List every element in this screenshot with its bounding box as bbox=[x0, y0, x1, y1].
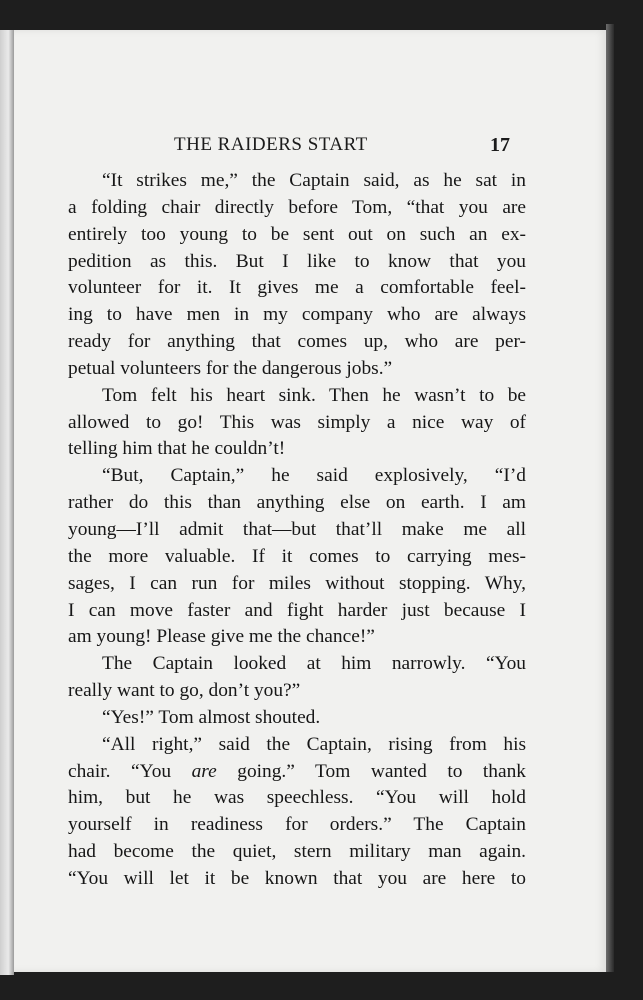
text-line: yourself in readiness for orders.” The Captain bbox=[68, 814, 526, 836]
text-line: petual volunteers for the dangerous jobs.” bbox=[68, 357, 393, 379]
text-line: “But, Captain,” he said explosively, “I’d bbox=[102, 465, 526, 487]
text-line: had become the quiet, stern military man again. bbox=[68, 841, 526, 863]
text-line: a folding chair directly before Tom, “that you are bbox=[68, 196, 526, 218]
text-line: ing to have men in my company who are always bbox=[68, 304, 526, 326]
text-line: young—I’ll admit that—but that’ll make me all bbox=[68, 518, 526, 540]
text-line: rather do this than anything else on earth. I am bbox=[68, 492, 526, 514]
book-spine-edge bbox=[606, 24, 614, 972]
text-line: “You will let it be known that you are here to bbox=[68, 867, 526, 889]
text-line: Tom felt his heart sink. Then he wasn’t to be bbox=[102, 384, 526, 406]
text-line: “It strikes me,” the Captain said, as he sat in bbox=[102, 170, 526, 191]
text-line: allowed to go! This was simply a nice way of bbox=[68, 411, 526, 433]
page-header bbox=[14, 134, 608, 160]
page-number: 17 bbox=[490, 134, 510, 156]
text-line: him, but he was speechless. “You will hold bbox=[68, 787, 526, 809]
running-head: THE RAIDERS START bbox=[174, 134, 368, 155]
text-line: The Captain looked at him narrowly. “You bbox=[102, 653, 526, 675]
text-line: pedition as this. But I like to know that you bbox=[68, 250, 526, 272]
text-line: am young! Please give me the chance!” bbox=[68, 626, 375, 648]
text-line: telling him that he couldn’t! bbox=[68, 438, 286, 460]
body-text bbox=[68, 168, 526, 893]
text-line: sages, I can run for miles without stopping. Why, bbox=[68, 572, 526, 594]
text-line: really want to go, don’t you?” bbox=[68, 680, 301, 702]
text-line: “All right,” said the Captain, rising from his bbox=[102, 733, 526, 755]
text-line: entirely too young to be sent out on such an ex- bbox=[68, 223, 526, 245]
text-line: I can move faster and fight harder just because I bbox=[68, 599, 526, 621]
text-line: “Yes!” Tom almost shouted. bbox=[102, 706, 321, 728]
left-page-edge bbox=[0, 30, 14, 975]
book-page bbox=[14, 30, 608, 972]
text-line: ready for anything that comes up, who are per- bbox=[68, 331, 526, 353]
text-line: chair. “You are going.” Tom wanted to thank bbox=[68, 760, 526, 782]
text-line: volunteer for it. It gives me a comfortable feel- bbox=[68, 277, 526, 299]
text-line: the more valuable. If it comes to carrying mes- bbox=[68, 545, 526, 567]
